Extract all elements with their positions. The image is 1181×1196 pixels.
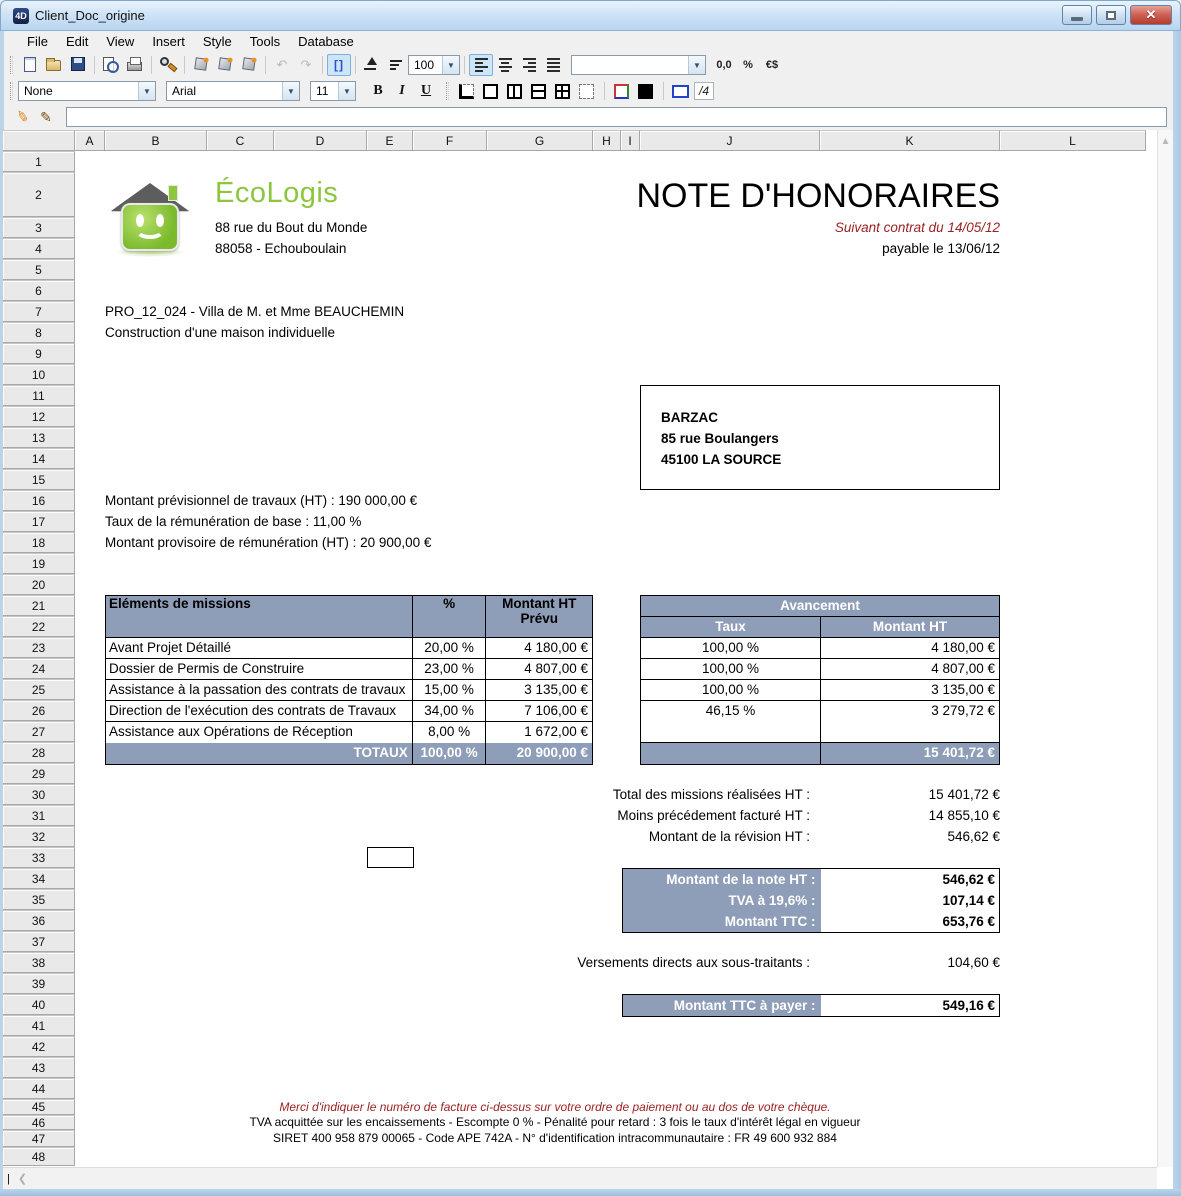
pencil-icon: ✎: [40, 108, 52, 125]
row-header-39[interactable]: 39: [3, 973, 75, 994]
align-bottom-button[interactable]: [384, 54, 408, 76]
row-header-4[interactable]: 4: [3, 238, 75, 259]
minimize-button[interactable]: [1062, 5, 1092, 25]
row-header-43[interactable]: 43: [3, 1057, 75, 1078]
column-header-E[interactable]: E: [367, 130, 413, 151]
payer-value: 549,16 €: [942, 998, 995, 1013]
row-header-26[interactable]: 26: [3, 700, 75, 721]
format-combo[interactable]: [571, 55, 706, 75]
row-header-25[interactable]: 25: [3, 679, 75, 700]
mission-pct: 15,00 %: [413, 680, 487, 701]
avancement-montant: 4 180,00 €: [821, 638, 999, 659]
chevron-down-icon: ▼: [442, 56, 459, 74]
window-title: Client_Doc_origine: [35, 8, 145, 23]
percent-icon: %: [743, 59, 753, 71]
align-top-button[interactable]: [360, 54, 384, 76]
border-clear-button[interactable]: [574, 80, 598, 102]
total-line-label: Moins précédement facturé HT :: [617, 808, 810, 823]
company-address-2: 88058 - Echouboulain: [215, 241, 347, 256]
missions-header-pct[interactable]: %: [413, 596, 487, 637]
row-header-18[interactable]: 18: [3, 532, 75, 553]
row-header-13[interactable]: 13: [3, 427, 75, 448]
menu-item-tools[interactable]: Tools: [249, 34, 281, 49]
row-header-29[interactable]: 29: [3, 763, 75, 784]
mission-pct: 20,00 %: [413, 638, 487, 659]
row-header-12[interactable]: 12: [3, 406, 75, 427]
row-header-5[interactable]: 5: [3, 259, 75, 280]
company-name: ÉcoLogis: [215, 177, 339, 209]
row-header-10[interactable]: 10: [3, 364, 75, 385]
app-icon: 4D: [13, 8, 29, 24]
payable-date-line: payable le 13/06/12: [882, 241, 1000, 256]
row-header-44[interactable]: 44: [3, 1078, 75, 1099]
window-border: [0, 1189, 1181, 1196]
avancement-total-row[interactable]: 15 401,72 €: [641, 743, 999, 764]
brackets-button[interactable]: [327, 54, 351, 76]
currency-icon: €$: [765, 59, 779, 71]
row-header-7[interactable]: 7: [3, 301, 75, 322]
quarter-icon: /4: [694, 82, 714, 100]
column-header-C[interactable]: C: [207, 130, 274, 151]
column-header-B[interactable]: B: [105, 130, 207, 151]
sort-descending-icon: [390, 60, 402, 70]
mission-amount: 3 135,00 €: [486, 680, 592, 701]
border-width-button[interactable]: [668, 80, 692, 102]
redo-icon: ↷: [300, 57, 312, 72]
company-logo: [108, 181, 192, 257]
row-header-41[interactable]: 41: [3, 1015, 75, 1036]
spreadsheet: [3, 130, 1173, 1189]
border-partial-icon: [459, 84, 474, 99]
row-header-34[interactable]: 34: [3, 868, 75, 889]
accept-entry-button[interactable]: [34, 106, 58, 128]
missions-header-label[interactable]: Eléments de missions: [106, 596, 413, 637]
row-header-37[interactable]: 37: [3, 931, 75, 952]
border-dashed-icon: [579, 84, 594, 99]
search-icon: [160, 57, 169, 66]
eraser-icon: ✐: [14, 108, 30, 127]
chevron-down-icon: ▼: [688, 56, 705, 74]
row-header-6[interactable]: 6: [3, 280, 75, 301]
summary-row: [623, 869, 999, 890]
total-line-value: 15 401,72 €: [928, 787, 1000, 802]
summary-value: 546,62 €: [942, 872, 995, 887]
row-header-47[interactable]: 47: [3, 1130, 75, 1147]
client-address-1: 85 rue Boulangers: [661, 431, 779, 446]
align-right-button[interactable]: [517, 54, 541, 76]
total-line-value: 546,62 €: [947, 829, 1000, 844]
redo-button[interactable]: [294, 54, 318, 76]
font-combo-value: Arial: [172, 84, 197, 98]
border-vertical-icon: [507, 84, 522, 99]
font-combo[interactable]: [166, 81, 300, 101]
avancement-taux: 100,00 %: [641, 680, 821, 701]
missions-table-row[interactable]: [106, 722, 592, 743]
client-name: BARZAC: [661, 410, 718, 425]
summary-label: Montant de la note HT :: [623, 869, 821, 890]
undo-button[interactable]: [270, 54, 294, 76]
client-address-2: 45100 LA SOURCE: [661, 452, 782, 467]
column-header-J[interactable]: J: [640, 130, 820, 151]
row-header-16[interactable]: 16: [3, 490, 75, 511]
row-header-17[interactable]: 17: [3, 511, 75, 532]
avancement-title[interactable]: Avancement: [641, 596, 999, 617]
house-smiley-icon: [121, 203, 179, 251]
summary-label: Montant TTC :: [623, 911, 821, 932]
menu-item-database[interactable]: Database: [298, 34, 354, 49]
chevron-down-icon: ▼: [338, 82, 355, 100]
summary-box: [622, 868, 1000, 933]
stamp-button-3[interactable]: [237, 54, 261, 76]
missions-table-row[interactable]: [106, 659, 592, 680]
footer-payment-note: Merci d'indiquer le numéro de facture ci-dessus sur votre ordre de paiement ou au dos de votre chèque.: [279, 1100, 831, 1114]
column-headers: [3, 130, 1146, 151]
row-header-23[interactable]: 23: [3, 637, 75, 658]
maximize-button[interactable]: [1096, 5, 1126, 25]
row-header-9[interactable]: 9: [3, 343, 75, 364]
chevron-down-icon: ▼: [138, 82, 155, 100]
currency-format-button[interactable]: [760, 54, 784, 76]
chevron-down-icon: ▼: [282, 82, 299, 100]
document-canvas[interactable]: [75, 151, 1157, 1167]
border-grid-button[interactable]: [550, 80, 574, 102]
font-size-combo[interactable]: [310, 81, 356, 101]
row-header-31[interactable]: 31: [3, 805, 75, 826]
search-button[interactable]: [156, 54, 180, 76]
mission-label: Direction de l'exécution des contrats de Travaux: [106, 701, 413, 722]
menu-bar: [1, 31, 1180, 52]
number-format-button[interactable]: [712, 54, 736, 76]
info-line: Montant provisoire de rémunération (HT) : 20 900,00 €: [105, 535, 432, 550]
format-combo-value: [572, 56, 688, 74]
toolbar-grip: [446, 82, 449, 100]
row-header-40[interactable]: 40: [3, 994, 75, 1015]
mission-pct: 8,00 %: [413, 722, 487, 743]
open-folder-icon: [46, 60, 61, 71]
info-line: Taux de la rémunération de base : 11,00 %: [105, 514, 362, 529]
text-cursor: |: [7, 1172, 10, 1185]
number-format-icon: 0,0: [716, 59, 732, 71]
zoom-combo[interactable]: [408, 55, 460, 75]
avancement-montant: 3 135,00 €: [821, 680, 999, 701]
align-center-icon: [499, 58, 512, 72]
align-right-icon: [523, 58, 536, 72]
border-horizontal-button[interactable]: [526, 80, 550, 102]
avancement-taux: 100,00 %: [641, 659, 821, 680]
style-combo[interactable]: [18, 81, 156, 101]
project-description: Construction d'une maison individuelle: [105, 325, 335, 340]
missions-header-amount[interactable]: Montant HT Prévu: [502, 596, 577, 626]
open-button[interactable]: [42, 54, 66, 76]
row-headers: [3, 151, 75, 1166]
window-border: [1173, 31, 1181, 1196]
print-button[interactable]: [123, 54, 147, 76]
column-header-F[interactable]: F: [413, 130, 487, 151]
italic-button[interactable]: [390, 80, 414, 102]
column-header-I[interactable]: I: [621, 130, 640, 151]
align-left-button[interactable]: [469, 54, 493, 76]
avancement-montant: 4 807,00 €: [821, 659, 999, 680]
border-none-button[interactable]: [454, 80, 478, 102]
row-header-28[interactable]: 28: [3, 742, 75, 763]
mission-label: Assistance à la passation des contrats de travaux: [106, 680, 413, 701]
new-document-button[interactable]: [18, 54, 42, 76]
mission-amount: 7 106,00 €: [486, 701, 592, 722]
row-header-24[interactable]: 24: [3, 658, 75, 679]
avancement-table-row[interactable]: [641, 701, 999, 722]
formula-input[interactable]: [66, 107, 1167, 127]
border-width-icon: [672, 85, 689, 98]
row-header-33[interactable]: 33: [3, 847, 75, 868]
versements-value: 104,60 €: [947, 955, 1000, 970]
column-header-A[interactable]: A: [75, 130, 105, 151]
row-header-36[interactable]: 36: [3, 910, 75, 931]
menu-item-file[interactable]: File: [27, 34, 48, 49]
client-address-box: [640, 385, 1000, 490]
window-border: [0, 31, 3, 1196]
title-bar[interactable]: [0, 0, 1181, 31]
total-line-value: 14 855,10 €: [928, 808, 1000, 823]
empty-cell-box[interactable]: [367, 847, 414, 868]
align-center-button[interactable]: [493, 54, 517, 76]
mission-pct: 34,00 %: [413, 701, 487, 722]
close-button[interactable]: [1130, 5, 1172, 25]
row-header-46[interactable]: 46: [3, 1115, 75, 1130]
stamp-icon: [194, 57, 208, 71]
maximize-icon: [1106, 11, 1116, 20]
row-header-8[interactable]: 8: [3, 322, 75, 343]
fill-color-button[interactable]: [633, 80, 657, 102]
row-header-19[interactable]: 19: [3, 553, 75, 574]
missions-total-row[interactable]: TOTAUX 100,00 % 20 900,00 €: [106, 743, 592, 764]
row-header-22[interactable]: 22: [3, 616, 75, 637]
footer-tva-note: TVA acquittée sur les encaissements - Escompte 0 % - Pénalité pour retard : 3 fois le taux d'intérêt légal en vigueur: [249, 1115, 861, 1129]
avancement-taux: 46,15 %: [641, 701, 821, 722]
mission-amount: 1 672,00 €: [524, 724, 588, 739]
border-color-button[interactable]: [609, 80, 633, 102]
versements-label: Versements directs aux sous-traitants :: [577, 955, 810, 970]
missions-table: [105, 595, 593, 765]
summary-label: TVA à 19,6% :: [623, 890, 821, 911]
border-grid-icon: [555, 84, 570, 99]
summary-value: 653,76 €: [942, 914, 995, 929]
row-header-32[interactable]: 32: [3, 826, 75, 847]
style-combo-value: None: [24, 84, 53, 98]
new-document-icon: [24, 57, 36, 72]
mission-label: Avant Projet Détaillé: [106, 638, 413, 659]
avancement-table-row[interactable]: [641, 659, 999, 680]
stamp-button-2[interactable]: [213, 54, 237, 76]
percent-format-button[interactable]: [736, 54, 760, 76]
underline-button[interactable]: [414, 80, 438, 102]
border-horizontal-icon: [531, 84, 546, 99]
row-header-1[interactable]: 1: [3, 151, 75, 172]
row-header-38[interactable]: 38: [3, 952, 75, 973]
zoom-value: 100: [414, 58, 435, 72]
row-header-3[interactable]: 3: [3, 217, 75, 238]
fill-color-icon: [638, 84, 653, 99]
row-header-20[interactable]: 20: [3, 574, 75, 595]
border-outline-button[interactable]: [478, 80, 502, 102]
summary-row: [623, 911, 999, 932]
select-all-corner[interactable]: [3, 130, 75, 151]
border-vertical-button[interactable]: [502, 80, 526, 102]
toolbar-main: [1, 52, 1180, 78]
toolbar-grip: [10, 82, 13, 100]
row-header-30[interactable]: 30: [3, 784, 75, 805]
menu-item-edit[interactable]: Edit: [65, 34, 89, 49]
minimize-icon: [1071, 17, 1083, 21]
avancement-table: [640, 595, 1000, 765]
footer-siret-note: SIRET 400 958 879 00065 - Code APE 742A - N° d'identification intracommunautaire : FR 49 600 932 884: [273, 1131, 837, 1145]
total-line-label: Total des missions réalisées HT :: [612, 787, 810, 802]
column-header-H[interactable]: H: [593, 130, 621, 151]
payer-box: [622, 994, 1000, 1017]
mission-pct: 23,00 %: [413, 659, 487, 680]
info-line: Montant prévisionnel de travaux (HT) : 190 000,00 €: [105, 493, 418, 508]
row-header-35[interactable]: 35: [3, 889, 75, 910]
stamp-icon: [242, 57, 256, 71]
row-header-2[interactable]: 2: [3, 172, 75, 217]
contract-date-line: Suivant contrat du 14/05/12: [834, 220, 1000, 235]
brackets-icon: []: [334, 58, 344, 72]
row-header-45[interactable]: 45: [3, 1099, 75, 1115]
project-reference: PRO_12_024 - Villa de M. et Mme BEAUCHEMIN: [105, 304, 405, 319]
row-header-14[interactable]: 14: [3, 448, 75, 469]
avancement-empty-row[interactable]: [641, 722, 999, 743]
align-justify-icon: [547, 58, 560, 72]
missions-table-row[interactable]: [106, 701, 592, 722]
row-header-11[interactable]: 11: [3, 385, 75, 406]
mission-amount: 4 807,00 €: [486, 659, 592, 680]
missions-table-row[interactable]: [106, 638, 592, 659]
avancement-table-row[interactable]: [641, 680, 999, 701]
column-header-L[interactable]: L: [1000, 130, 1146, 151]
bold-button[interactable]: [366, 80, 390, 102]
italic-icon: I: [399, 83, 405, 98]
column-header-K[interactable]: K: [820, 130, 1000, 151]
quarter-button[interactable]: [692, 80, 716, 102]
summary-value: 107,14 €: [942, 893, 995, 908]
underline-icon: U: [420, 83, 432, 98]
printer-icon: [127, 62, 142, 71]
menu-item-view[interactable]: View: [106, 34, 135, 49]
mission-label: Dossier de Permis de Construire: [106, 659, 413, 680]
undo-icon: ↶: [276, 57, 288, 72]
total-line-label: Montant de la révision HT :: [648, 829, 810, 844]
stamp-button-1[interactable]: [189, 54, 213, 76]
print-preview-button[interactable]: [99, 54, 123, 76]
summary-row: [623, 890, 999, 911]
payer-label: Montant TTC à payer :: [623, 995, 821, 1016]
avancement-header-montant[interactable]: Montant HT: [821, 617, 999, 638]
column-header-D[interactable]: D: [274, 130, 367, 151]
close-icon: ✕: [1145, 7, 1157, 22]
row-header-27[interactable]: 27: [3, 721, 75, 742]
save-icon: [71, 57, 85, 71]
mission-amount: 4 180,00 €: [486, 638, 592, 659]
menu-item-style[interactable]: Style: [202, 34, 232, 49]
toolbar-format: [1, 78, 1180, 104]
bold-icon: B: [373, 83, 383, 98]
row-header-48[interactable]: 48: [3, 1147, 75, 1166]
vertical-scrollbar[interactable]: [1157, 130, 1173, 1167]
sort-ascending-icon: [367, 57, 377, 65]
stamp-icon: [218, 57, 232, 71]
avancement-montant: 3 279,72 €: [931, 703, 995, 718]
company-address-1: 88 rue du Bout du Monde: [215, 220, 368, 235]
column-header-G[interactable]: G: [487, 130, 593, 151]
mission-label: Assistance aux Opérations de Réception: [106, 722, 413, 743]
missions-table-row[interactable]: [106, 680, 592, 701]
print-preview-icon: [103, 57, 114, 71]
cancel-entry-button[interactable]: [10, 106, 34, 128]
avancement-taux: 100,00 %: [641, 638, 821, 659]
align-justify-button[interactable]: [541, 54, 565, 76]
formula-bar: [1, 104, 1180, 130]
avancement-table-row[interactable]: [641, 638, 999, 659]
menu-item-insert[interactable]: Insert: [152, 34, 185, 49]
align-left-icon: [475, 58, 488, 72]
row-header-15[interactable]: 15: [3, 469, 75, 490]
border-outline-icon: [483, 84, 498, 99]
row-header-21[interactable]: 21: [3, 595, 75, 616]
avancement-header-taux[interactable]: Taux: [641, 617, 821, 638]
scroll-up-icon: ▲: [1160, 136, 1171, 147]
horizontal-scrollbar[interactable]: [3, 1167, 1157, 1189]
row-header-42[interactable]: 42: [3, 1036, 75, 1057]
font-size-value: 11: [316, 84, 329, 98]
save-button[interactable]: [66, 54, 90, 76]
border-color-icon: [614, 84, 629, 99]
scroll-left-icon: ❮: [17, 1173, 28, 1185]
toolbar-grip: [10, 56, 13, 74]
document-title: NOTE D'HONORAIRES: [636, 177, 1000, 215]
